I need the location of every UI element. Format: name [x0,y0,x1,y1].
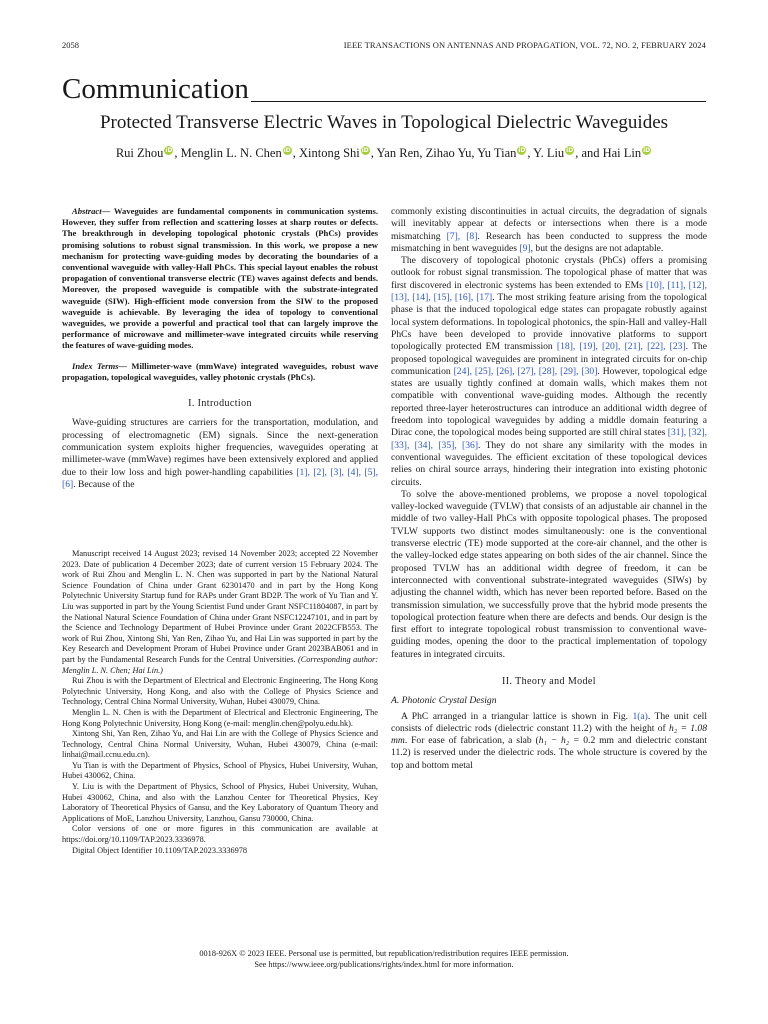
abstract-label: Abstract— [72,206,111,216]
body-text: 0.2 mm and dielectric constant 11.2) is reserved under the dielectric rods. The whole structure is covered by the top and bottom metal [391,735,707,771]
author-name: , Y. Liu [527,146,565,161]
section-heading-theory: II. Theory and Model [502,675,596,687]
citation-link[interactable]: [24], [25], [26], [27], [28], [29], [30] [453,365,598,377]
body-text: . For ease of fabrication, a slab ( [404,735,539,747]
index-terms [62,361,378,383]
body-text: . The proposed topological waveguides are prominent in integrated circuits for on-chip communication [391,341,707,377]
footnote-funding [62,549,378,676]
citation-link[interactable]: [31], [32], [33], [34], [35], [36] [391,427,707,451]
author-name: Rui Zhou [115,146,164,161]
orcid-icon[interactable]: iD [518,147,526,154]
body-paragraph [391,711,707,772]
body-paragraph [391,255,707,489]
footnote-affiliation: Menglin L. N. Chen is with the Department of Electrical and Electronic Engineering, The Hong Kong Polytechnic University, Hong Kong (e-mail: menglin.chen@polyu.edu.hk). [62,707,378,728]
abstract [62,206,378,352]
footnote-doi: Digital Object Identifier 10.1109/TAP.2023.3336978 [72,845,248,855]
permissions-link-line[interactable]: See https://www.ieee.org/publications/rights/index.html for more information. [254,960,514,969]
body-text: . However, topological edge states are usually tightly confined at domain walls, which makes them not compatible with conventional wave-guiding modes. Although the recently reported three-layer heterostructures can introduce an additional width degree of freedom into topological waveguides by adding a middle domain featuring a Dirac cone, the topological modes being supported are still chiral states [391,365,707,439]
index-terms-label: Index Terms— [72,360,128,371]
orcid-icon[interactable]: iD [283,147,291,154]
copyright-footer [62,948,706,970]
body-text: . They do not share any similarity with the modes in conventional waveguides. The efficient excitation of these topological devices relies on chiral source arrays, hindering their integration into existing photonic circuits. [391,439,708,488]
footnote-affiliation: Y. Liu is with the Department of Physics, School of Physics, Hubei University, Wuhan, Hubei 430062, China, and also with the Lanzhou Center for Theoretical Physics, Key Laboratory of Theoretical Physics of Gansu, and the Key Laboratory of Quantum Theory and Applications of MoE, Lanzhou University, Lanzhou, Gansu 730000, China. [62,782,378,823]
body-text: The discovery of topological photonic crystals (PhCs) offers a promising outlook for robust signal transmission. The topological phase of matter that was first discovered in electronic systems has been extended to EMs [391,255,707,291]
footnotes [62,549,378,856]
math-expression: h₁ − h₂ = [538,735,580,747]
copyright-line: 0018-926X © 2023 IEEE. Personal use is permitted, but republication/redistribution requires IEEE permission. [199,949,569,958]
intro-paragraph [62,417,378,491]
footnote-text: Manuscript received 14 August 2023; revised 14 November 2023; accepted 22 November 2023. Date of publication 4 December 2023; date of current version 15 February 2024. The work of Rui Zhou and Menglin L. N. Chen was supported in part by the National Natural Science Foundation of China under Grant 62301470 and in part by the Hong Kong Polytechnic University Startup fund for RAPs under Grant BD2P. The work of Yu Tian and Y. Liu was supported in part by the Young Scientist Fund under Grant NSFC11804087, in part by the National Natural Science Foundation of China under Grant NSFC12247101, and in part by the Science and Technology Department of Hubei Province under Grant 2022CFB553. The work of Rui Zhou, Xintong Shi, Yan Ren, Zihao Yu, and Hai Lin was supported in part by the Key Research and Development Proram of Hubei Province under Grant 2023BAB061 and in part by the Fundamental Research Funds for the Central Universities. [62,549,378,664]
author-name: , Xintong Shi [292,146,360,161]
orcid-icon[interactable]: iD [566,147,574,154]
section-type-label: Communication [62,73,249,105]
orcid-icon[interactable]: iD [643,147,651,154]
paper-title: Protected Transverse Electric Waves in Topological Dielectric Waveguides [99,112,669,133]
citation-link[interactable]: [7], [8] [446,230,478,242]
footnote-affiliation: Yu Tian is with the Department of Physics, School of Physics, Hubei University, Wuhan, Hubei 430062, China. [62,760,378,781]
body-text: commonly existing discontinuities in actual circuits, the degradation of signals will inevitably appear at defects or intersections when there is a mode mismatching [391,206,707,242]
body-text: . The unit cell consists of dielectric rods (dielectric constant 11.2) with the height of [391,710,707,734]
orcid-icon[interactable]: iD [361,147,369,154]
left-column [62,206,378,491]
subsection-heading: A. Photonic Crystal Design [391,695,497,707]
section-heading-introduction: I. Introduction [188,398,252,410]
right-column [391,206,707,772]
page-number: 2058 [62,40,79,50]
figure-link[interactable]: 1(a) [632,710,648,722]
footnote-color-note: Color versions of one or more figures in this communication are available at https://doi.org/10.1109/TAP.2023.3336978. [62,824,378,845]
math-expression: h₂ = 1.08 mm [391,722,707,747]
author-name: , and Hai Lin [575,146,642,161]
citation-link[interactable]: [18], [19], [20], [21], [22], [23] [556,341,686,353]
author-list [62,146,706,161]
orcid-icon[interactable]: iD [165,147,173,154]
journal-title: IEEE TRANSACTIONS ON ANTENNAS AND PROPAGATION, VOL. 72, NO. 2, FEBRUARY 2024 [343,40,706,50]
body-text: . Because of the [73,478,135,490]
section-type-heading [62,74,706,108]
author-name: , Menglin L. N. Chen [174,146,282,161]
body-text: Wave-guiding structures are carriers for the transportation, modulation, and processing of electromagnetic (EM) signals. Since the next-generation communication system exploits higher frequencies, waveguides operating at millimeter-wave (mmWave) regimes have been extensively explored and applied due to their low loss and high power-handling capabilities [62,417,378,478]
citation-link[interactable]: [1], [2], [3], [4], [5], [6] [62,466,378,490]
footnote-affiliation: Rui Zhou is with the Department of Electrical and Electronic Engineering, The Hong Kong Polytechnic University, Hong Kong, and also with the College of Physics Science and Technology, Central China Normal University, Wuhan, Hubei 430079, China. [62,676,378,707]
corresponding-author-note: (Corresponding author: Menglin L. N. Chen; Hai Lin.) [62,654,378,675]
body-text: . The most striking feature arising from the topological phase is that the induced topological edge states can propagate robustly against local system deformations. In topological photonics, the spin-Hall and valley-Hall PhCs have been developed to provide innovative platforms to support topologically protected EM transmission [391,292,707,353]
abstract-text: Waveguides are fundamental components in communication systems. However, they suffer from reflection and scattering losses at sharp routes or defects. The breakthrough in developing topological photonic crystals (PhCs) provides promising solutions to robust signal transmission. In this work, we propose a new mechanism for protecting wave-guiding modes by decorating the boundaries of a conventional waveguide with valley-Hall PhCs. This special layout enables the robust propagation of conventional transverse electric (TE) waves against defects and bends. Moreover, the proposed waveguide is compatible with the substrate-integrated waveguide (SIW). High-efficient mode conversion from the SIW to the proposed waveguide is achievable. By leveraging the idea of topology to conventional waveguides, we provide a powerful and practical tool that can largely improve the performance of microwave and millimeter-wave integrated circuits while reserving the features of wave-guiding modes. [62,206,378,351]
body-text: A PhC arranged in a triangular lattice is shown in Fig. [401,710,633,722]
body-text: . Research has been conducted to suppress the mode mismatching in bent waveguides [391,230,707,254]
body-text: , but the designs are not adaptable. [530,242,664,254]
index-terms-text: Millimeter-wave (mmWave) integrated waveguides, robust wave propagation, topological waveguides, valley photonic crystals (PhCs). [62,360,379,382]
author-name: , Yan Ren, Zihao Yu, Yu Tian [370,146,517,161]
body-paragraph: To solve the above-mentioned problems, we propose a novel topological valley-locked waveguide (TVLW) that consists of an adjustable air channel in the middle of two valley-Hall PhCs with opposite topological phases. The proposed TVLW supports two distinct modes simultaneously: one is the conventional transverse electric (TE) mode supported at the core-air channel, and the other is the valley-locked edge states appearing on both sides of the air channel. Since the proposed TVLW has an additional width degree of freedom, it can be interconnected with conventional substrate-integrated waveguides (SIWs) by adjusting the channel width, which has never been reported before. Based on the transmission simulation, we successfully prove that the hybrid mode presents the topological protection feature when there are defects and bends. Our design is the first effort to integrate topological robust transmission to conventional wave-guiding modes, opening the door to the practical implementation of topology features in integrated circuits. [391,488,707,660]
citation-link[interactable]: [9] [519,242,531,254]
body-paragraph [391,206,707,255]
citation-link[interactable]: [10], [11], [12], [13], [14], [15], [16], [17] [391,279,707,304]
footnote-affiliation: Xintong Shi, Yan Ren, Zihao Yu, and Hai Lin are with the College of Physics Science and Technology, Central China Normal University, Wuhan, Hubei 430079, China (e-mail: linhai@mail.ccnu.edu.cn). [62,729,378,760]
